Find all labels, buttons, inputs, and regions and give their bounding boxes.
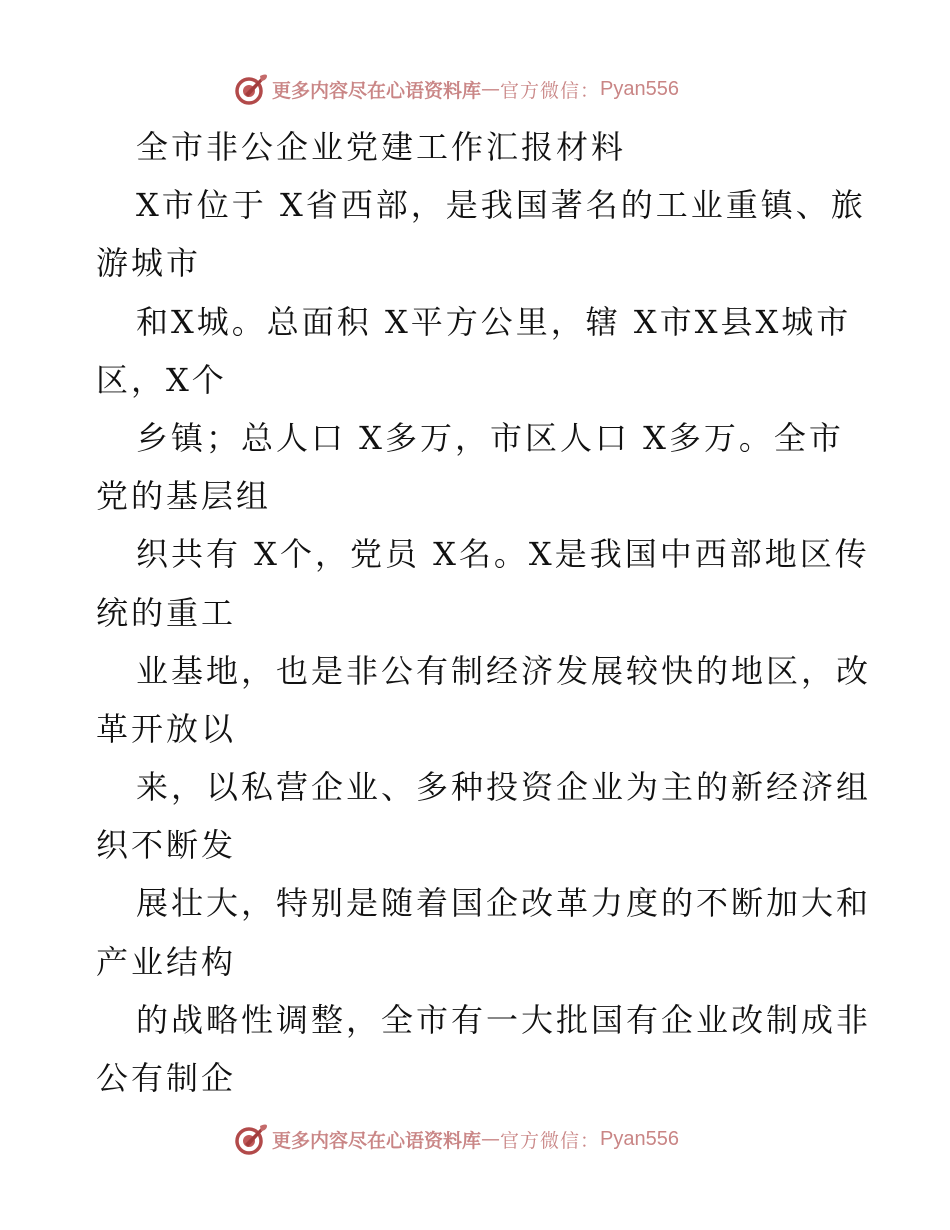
text-line: 区，X个 <box>96 360 227 399</box>
quill-pen-logo-icon <box>234 72 268 106</box>
text-line: X市位于 X省西部，是我国著名的工业重镇、旅 <box>136 186 866 225</box>
watermark-dash: — <box>481 78 501 100</box>
watermark-sub-text: 官方微信： <box>500 79 601 102</box>
watermark-main-text: 更多内容尽在心语资料库 <box>272 1129 482 1152</box>
document-title: 全市非公企业党建工作汇报材料 <box>136 128 627 166</box>
text-line: 来，以私营企业、多种投资企业为主的新经济组 <box>136 768 872 807</box>
footer-watermark-content <box>234 1122 679 1156</box>
text-line: 公有制企 <box>96 1059 237 1097</box>
watermark-wechat-id: Pyan556 <box>600 1127 679 1150</box>
text-line: 织共有 X个，党员 X名。X是我国中西部地区传 <box>136 535 870 574</box>
header-watermark-banner <box>0 70 950 110</box>
document-body <box>96 118 872 1107</box>
watermark-main-text: 更多内容尽在心语资料库 <box>272 79 482 102</box>
text-line: 展壮大，特别是随着国企改革力度的不断加大和 <box>136 884 872 923</box>
text-line: 的战略性调整，全市有一大批国有企业改制成非 <box>136 1000 872 1039</box>
text-line: 产业结构 <box>96 942 237 981</box>
watermark-sub-text: 官方微信： <box>500 1129 601 1152</box>
header-watermark-content <box>234 72 679 106</box>
watermark-wechat-id: Pyan556 <box>600 77 679 100</box>
text-line: 游城市 <box>96 244 202 283</box>
footer-watermark-banner <box>0 1120 950 1160</box>
watermark-dash: — <box>481 1128 501 1150</box>
text-line: 党的基层组 <box>96 477 272 516</box>
text-line: 统的重工 <box>96 593 237 632</box>
text-line: 革开放以 <box>96 709 237 748</box>
text-line: 乡镇；总人口 X多万，市区人口 X多万。全市 <box>136 418 844 457</box>
quill-pen-logo-icon <box>234 1122 268 1156</box>
text-line: 织不断发 <box>96 826 237 865</box>
text-line: 业基地，也是非公有制经济发展较快的地区，改 <box>136 651 872 690</box>
text-line: 和X城。总面积 X平方公里，辖 X市X县X城市 <box>136 302 852 341</box>
